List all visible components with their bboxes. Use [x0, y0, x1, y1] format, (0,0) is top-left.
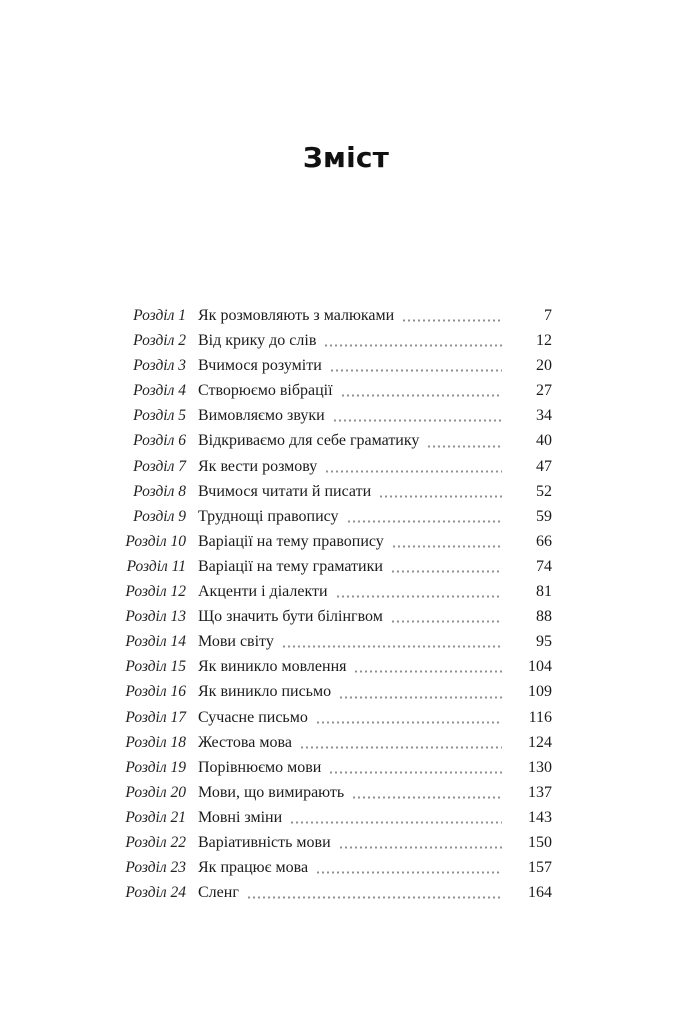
page-title: Зміст — [302, 141, 390, 174]
chapter-title: Акценти і діалекти — [198, 583, 328, 601]
dot-leader — [392, 570, 502, 573]
chapter-label: Розділ 8 — [133, 482, 186, 500]
chapter-title: Створюємо вібрації — [198, 382, 333, 400]
toc-row — [106, 679, 552, 704]
chapter-label: Розділ 9 — [133, 507, 186, 525]
chapter-page: 7 — [544, 307, 552, 324]
dot-leader — [326, 470, 502, 473]
chapter-page: 95 — [536, 633, 552, 651]
chapter-label: Розділ 10 — [125, 532, 186, 550]
chapter-label: Розділ 3 — [133, 357, 186, 375]
chapter-label: Розділ 1 — [133, 307, 186, 324]
chapter-title: Порівнюємо мови — [198, 758, 322, 776]
chapter-title: Вимовляємо звуки — [198, 407, 325, 425]
dot-leader — [301, 746, 502, 749]
dot-leader — [355, 670, 502, 673]
toc-row — [106, 303, 552, 328]
chapter-page: 109 — [528, 683, 552, 701]
toc-row — [106, 428, 552, 453]
chapter-title: Що значить бути білінгвом — [198, 608, 383, 626]
chapter-title: Труднощі правопису — [198, 507, 339, 525]
chapter-title: Варіації на тему граматики — [198, 557, 383, 575]
chapter-title: Як виникло мовлення — [198, 658, 347, 676]
chapter-title: Вчимося читати й писати — [198, 482, 372, 500]
chapter-title: Варіації на тему правопису — [198, 532, 384, 550]
dot-leader — [248, 896, 502, 899]
dot-leader — [291, 821, 502, 824]
chapter-title: Як розмовляють з малюками — [198, 307, 395, 324]
dot-leader — [330, 771, 502, 774]
toc-row — [106, 730, 552, 755]
toc-row — [106, 378, 552, 403]
chapter-title: Від крику до слів — [198, 332, 317, 350]
chapter-page: 130 — [528, 758, 552, 776]
chapter-page: 137 — [528, 783, 552, 801]
dot-leader — [331, 369, 502, 372]
chapter-page: 124 — [528, 733, 552, 751]
chapter-page: 12 — [536, 332, 552, 350]
toc-row — [106, 654, 552, 679]
chapter-title: Як вести розмову — [198, 457, 318, 475]
dot-leader — [337, 595, 502, 598]
chapter-label: Розділ 7 — [133, 457, 186, 475]
chapter-page: 40 — [536, 432, 552, 450]
chapter-label: Розділ 17 — [125, 708, 186, 726]
chapter-title: Мовні зміни — [198, 808, 283, 826]
dot-leader — [428, 445, 502, 448]
chapter-page: 59 — [536, 507, 552, 525]
dot-leader — [283, 645, 502, 648]
toc-row — [106, 328, 552, 353]
toc-row — [106, 604, 552, 629]
chapter-page: 20 — [536, 357, 552, 375]
chapter-label: Розділ 11 — [126, 557, 186, 575]
toc-row — [106, 629, 552, 654]
chapter-title: Сучасне письмо — [198, 708, 308, 726]
chapter-page: 150 — [528, 833, 552, 851]
chapter-title: Мови світу — [198, 633, 274, 651]
chapter-page: 143 — [528, 808, 552, 826]
chapter-page: 164 — [528, 884, 552, 902]
chapter-page: 81 — [536, 583, 552, 601]
dot-leader — [334, 419, 502, 422]
chapter-label: Розділ 22 — [125, 833, 186, 851]
chapter-label: Розділ 5 — [133, 407, 186, 425]
dot-leader — [317, 721, 502, 724]
chapter-page: 104 — [528, 658, 552, 676]
chapter-title: Вчимося розуміти — [198, 357, 322, 375]
chapter-label: Розділ 21 — [125, 808, 186, 826]
chapter-title: Мови, що вимирають — [198, 783, 345, 801]
chapter-title: Як виникло письмо — [198, 683, 332, 701]
chapter-label: Розділ 13 — [125, 608, 186, 626]
toc-row — [106, 579, 552, 604]
chapter-label: Розділ 16 — [125, 683, 186, 701]
dot-leader — [340, 696, 502, 699]
chapter-page: 157 — [528, 859, 552, 877]
chapter-label: Розділ 20 — [125, 783, 186, 801]
chapter-page: 34 — [536, 407, 552, 425]
dot-leader — [340, 846, 502, 849]
toc-row — [106, 504, 552, 529]
dot-leader — [342, 394, 502, 397]
dot-leader — [403, 319, 502, 322]
chapter-label: Розділ 19 — [125, 758, 186, 776]
toc-row — [106, 529, 552, 554]
dot-leader — [393, 545, 502, 548]
dot-leader — [325, 344, 502, 347]
dot-leader — [380, 495, 502, 498]
chapter-label: Розділ 15 — [125, 658, 186, 676]
chapter-page: 52 — [536, 482, 552, 500]
chapter-page: 116 — [528, 708, 552, 726]
toc-row — [106, 755, 552, 780]
toc-row — [106, 880, 552, 905]
dot-leader — [353, 796, 502, 799]
chapter-label: Розділ 24 — [125, 884, 186, 902]
chapter-title: Як працює мова — [198, 859, 309, 877]
dot-leader — [348, 520, 502, 523]
dot-leader — [392, 620, 502, 623]
chapter-page: 66 — [536, 532, 552, 550]
toc-row — [106, 705, 552, 730]
chapter-page: 74 — [536, 557, 552, 575]
chapter-page: 88 — [536, 608, 552, 626]
chapter-page: 27 — [536, 382, 552, 400]
toc-row — [106, 554, 552, 579]
toc-row — [106, 454, 552, 479]
toc-row — [106, 855, 552, 880]
chapter-page: 47 — [536, 457, 552, 475]
toc-row — [106, 805, 552, 830]
chapter-label: Розділ 4 — [133, 382, 186, 400]
chapter-title: Сленг — [198, 884, 239, 902]
toc-row — [106, 353, 552, 378]
toc-row — [106, 403, 552, 428]
chapter-title: Варіативність мови — [198, 833, 331, 851]
dot-leader — [317, 871, 502, 874]
chapter-label: Розділ 14 — [125, 633, 186, 651]
chapter-label: Розділ 2 — [133, 332, 186, 350]
toc-row — [106, 830, 552, 855]
toc-list — [106, 303, 552, 905]
chapter-title: Жестова мова — [198, 733, 292, 751]
toc-row — [106, 780, 552, 805]
chapter-label: Розділ 23 — [125, 859, 186, 877]
chapter-label: Розділ 18 — [125, 733, 186, 751]
chapter-label: Розділ 12 — [125, 583, 186, 601]
chapter-label: Розділ 6 — [133, 432, 186, 450]
chapter-title: Відкриваємо для себе граматику — [198, 432, 420, 450]
toc-row — [106, 479, 552, 504]
